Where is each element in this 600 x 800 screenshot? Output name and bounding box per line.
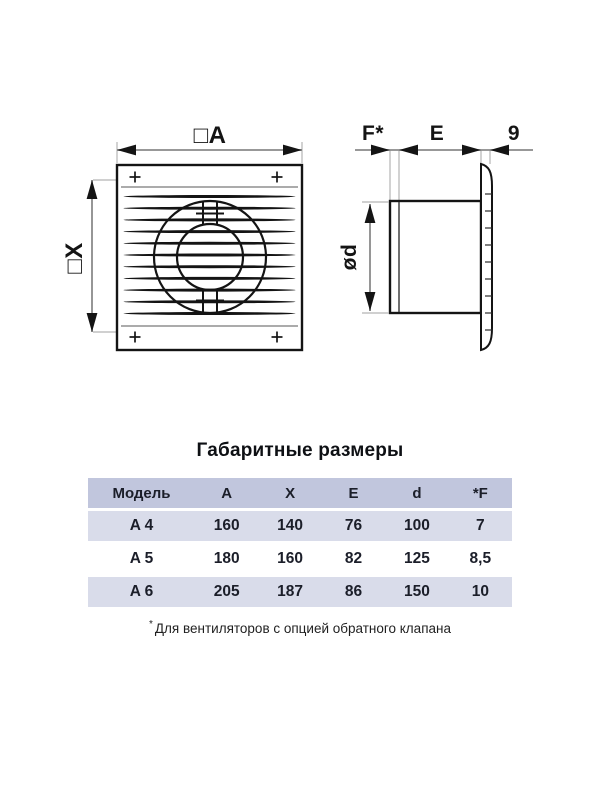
header-cell-a: A <box>221 484 233 502</box>
header-cell-model: Модель <box>112 484 171 502</box>
header-cell-x: X <box>285 484 296 502</box>
cell-value: 100 <box>403 517 430 534</box>
cell-model: A 6 <box>129 583 154 600</box>
cell-model: A 4 <box>129 517 154 534</box>
cell-value: 82 <box>344 550 363 567</box>
cell-value: 125 <box>403 550 430 567</box>
dimensions-table <box>88 478 512 610</box>
header-cell-f: *F <box>472 484 488 502</box>
cell-value: 86 <box>344 583 363 600</box>
table-row-a6 <box>88 577 512 607</box>
cell-value: 76 <box>344 517 363 534</box>
side-view-drawing <box>355 145 533 350</box>
dimension-label-diameter-d: ød <box>338 243 361 271</box>
dimension-label-panel-9: 9 <box>507 122 521 145</box>
table-title: Габаритные размеры <box>196 440 404 461</box>
cell-value: 7 <box>476 517 485 534</box>
table-header-row <box>88 478 512 508</box>
cell-value: 8,5 <box>469 550 492 567</box>
footnote-marker: * <box>149 619 153 630</box>
footnote-text: Для вентиляторов с опцией обратного клапана <box>154 621 451 636</box>
cell-value: 150 <box>403 583 430 600</box>
cell-value: 180 <box>213 550 240 567</box>
table-footnote <box>0 619 600 636</box>
dimension-label-height-x: □X <box>61 242 88 274</box>
cell-model: A 5 <box>129 550 154 567</box>
dimension-label-width-a: □A <box>193 122 227 149</box>
table-row-a5 <box>88 544 512 574</box>
header-cell-e: E <box>348 484 359 502</box>
header-cell-d: d <box>412 484 422 502</box>
cell-value: 10 <box>471 583 489 600</box>
cell-value: 160 <box>213 517 240 534</box>
front-view-drawing <box>87 142 302 350</box>
cell-value: 187 <box>277 583 304 600</box>
dimension-label-flange-f: F* <box>362 122 384 145</box>
cell-value: 160 <box>277 550 304 567</box>
dimension-label-depth-e: E <box>429 122 445 145</box>
cell-value: 140 <box>277 517 304 534</box>
table-row-a4 <box>88 511 512 541</box>
cell-value: 205 <box>213 583 240 600</box>
